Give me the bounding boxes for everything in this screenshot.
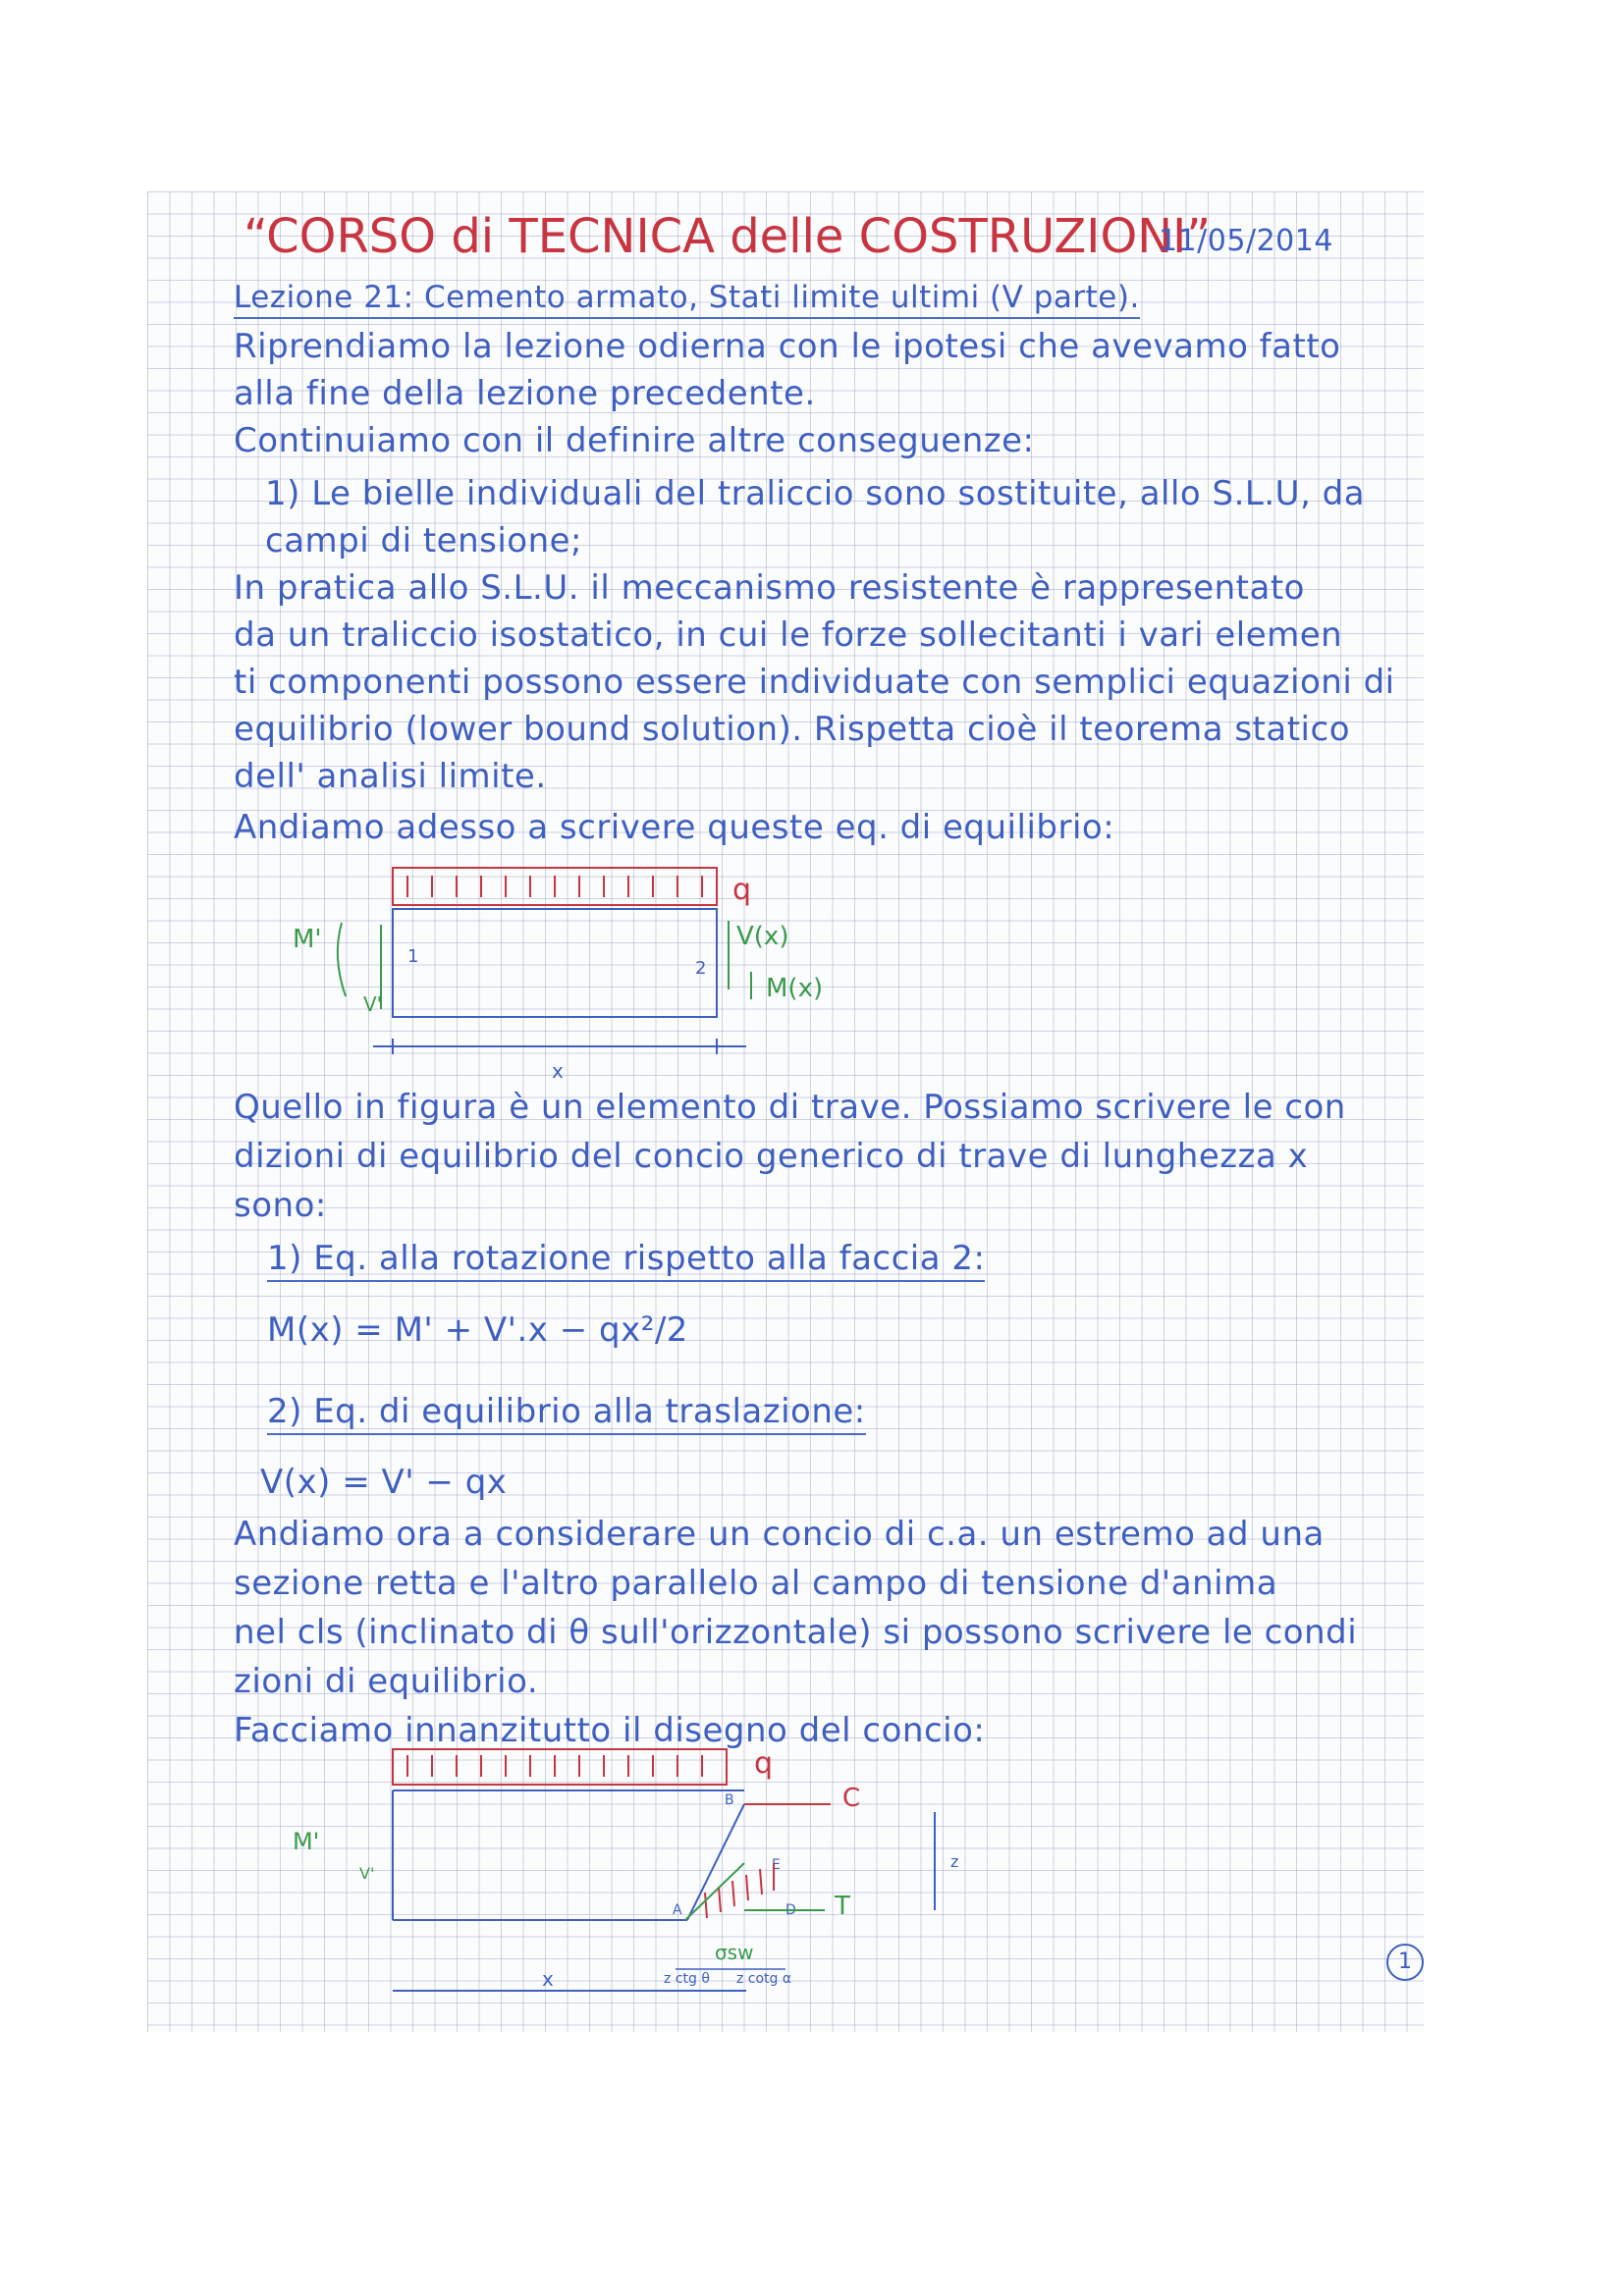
lesson-subtitle: Lezione 21: Cemento armato, Stati limite ultimi (V parte). (234, 280, 1140, 319)
text-line: 1) Le bielle individuali del traliccio sono sostituite, allo S.L.U, da (265, 474, 1366, 513)
length-x-label: x (552, 1059, 564, 1083)
load-label: q (754, 1746, 774, 1781)
text-line: dizioni di equilibrio del concio generico di trave di lunghezza x (234, 1137, 1309, 1176)
equation-moment: M(x) = M' + V'.x − qx²/2 (267, 1310, 688, 1350)
page-title: “CORSO di TECNICA delle COSTRUZIONI” (244, 209, 1212, 264)
text-line: sono: (234, 1186, 327, 1225)
face-2-label: 2 (695, 958, 707, 979)
left-moment-label: M' (293, 925, 322, 954)
text-line: nel cls (inclinato di θ sull'orizzontale) si possono scrivere le condi (234, 1613, 1358, 1652)
text-line: Andiamo adesso a scrivere queste eq. di equilibrio: (234, 808, 1115, 847)
point-e-label: E (772, 1857, 781, 1873)
text-line: campi di tensione; (265, 521, 583, 561)
beam-element-figure (275, 864, 923, 1109)
point-b-label: B (725, 1792, 734, 1808)
text-line: Andiamo ora a considerare un concio di c.a. un estremo ad una (234, 1515, 1325, 1554)
lever-arm-label: z (950, 1852, 959, 1871)
section-heading: 1) Eq. alla rotazione rispetto alla faccia 2: (267, 1239, 985, 1282)
equation-shear: V(x) = V' − qx (260, 1463, 508, 1502)
lesson-date: 11/05/2014 (1159, 224, 1333, 258)
left-shear-label: V' (363, 992, 383, 1016)
compression-label: C (842, 1784, 861, 1813)
page-number: 1 (1386, 1944, 1424, 1981)
left-moment-label: M' (293, 1828, 320, 1855)
web-stress-label: σsw (715, 1941, 754, 1964)
face-1-label: 1 (407, 946, 419, 967)
text-line: In pratica allo S.L.U. il meccanismo resistente è rappresentato (234, 568, 1305, 608)
right-shear-label: V(x) (736, 922, 789, 951)
text-line: Riprendiamo la lezione odierna con le ipotesi che avevamo fatto (234, 327, 1341, 366)
text-line: equilibrio (lower bound solution). Rispetta cioè il teorema statico (234, 710, 1350, 749)
text-line: zioni di equilibrio. (234, 1662, 539, 1701)
text-line: sezione retta e l'altro parallelo al campo di tensione d'anima (234, 1564, 1278, 1603)
text-line: alla fine della lezione precedente. (234, 374, 816, 413)
concio-figure (275, 1745, 1021, 2001)
point-a-label: A (673, 1902, 682, 1918)
text-line: Facciamo innanzitutto il disegno del concio: (234, 1711, 986, 1750)
text-line: ti componenti possono essere individuate con semplici equazioni di (234, 663, 1395, 702)
text-line: Quello in figura è un elemento di trave. Possiamo scrivere le con (234, 1088, 1346, 1127)
text-line: Continuiamo con il definire altre conseguenze: (234, 421, 1035, 460)
right-moment-label: M(x) (766, 974, 824, 1003)
projection-ctg-theta: z ctg θ (664, 1971, 710, 1987)
text-line: da un traliccio isostatico, in cui le forze sollecitanti i vari elemen (234, 615, 1343, 655)
section-heading: 2) Eq. di equilibrio alla traslazione: (267, 1392, 866, 1435)
point-d-label: D (785, 1902, 796, 1918)
text-line: dell' analisi limite. (234, 757, 547, 796)
tension-label: T (835, 1892, 850, 1921)
load-label: q (732, 873, 752, 907)
length-x-label: x (542, 1967, 554, 1991)
projection-cotg-alpha: z cotg α (736, 1971, 792, 1987)
left-shear-label: V' (359, 1864, 375, 1883)
